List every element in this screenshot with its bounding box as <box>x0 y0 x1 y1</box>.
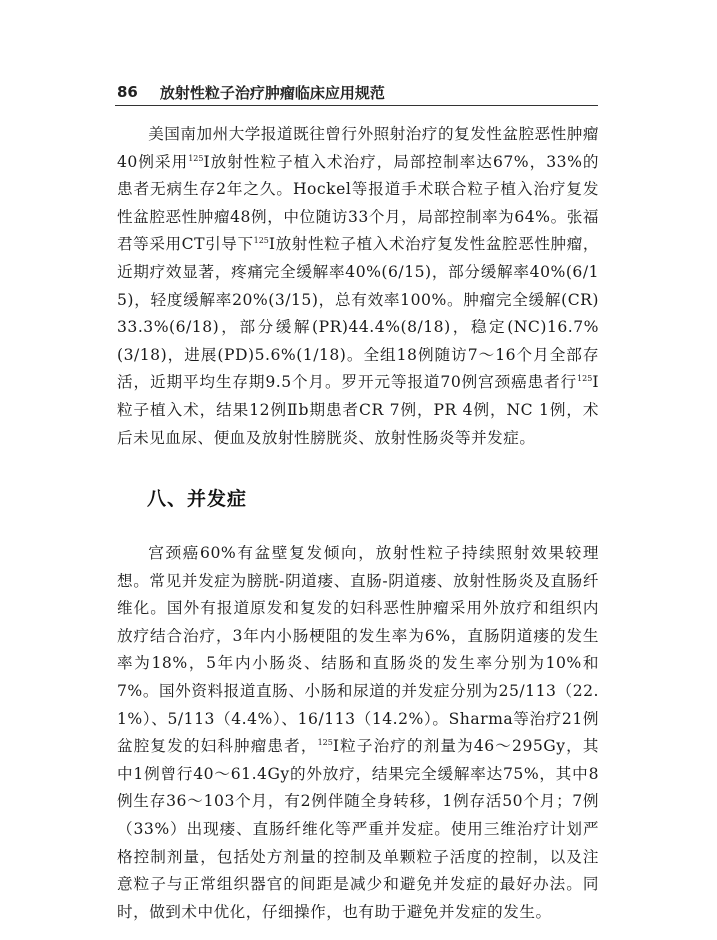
paragraph-2 <box>117 540 599 926</box>
isotope-superscript: 125 <box>188 153 204 163</box>
isotope-superscript: 125 <box>253 236 269 246</box>
p1-run-2: I放射性粒子植入术治疗复发性盆腔恶性肿瘤，近期疗效显著，疼痛完全缓解率40%(6/15)，部分缓解率40%(6/15)，轻度缓解率20%(3/15)，总有效率100%。肿瘤完全缓解(CR)33.3%(6/18)，部分缓解(PR)44.4%(8/18)，稳定(NC)16.7%(3/18)，进展(PD)5.6%(1/18)。全组18例随访7～16个月全部存活，近期平均生存期9.5个月。罗开元等报道70例宫颈癌患者行 <box>117 235 599 392</box>
header-rule <box>115 105 598 106</box>
p2-run-0: 宫颈癌60%有盆壁复发倾向，放射性粒子持续照射效果较理想。常见并发症为膀胱-阴道瘘、直肠-阴道瘘、放射性肠炎及直肠纤维化。国外有报道原发和复发的妇科恶性肿瘤采用外放疗和组织内放疗结合治疗，3年内小肠梗阻的发生率为6%，直肠阴道瘘的发生率为18%，5年内小肠炎、结肠和直肠炎的发生率分别为10%和7%。国外资料报道直肠、小肠和尿道的并发症分别为25/113（22.1%）、5/113（4.4%）、16/113（14.2%）。Sharma等治疗21例盆腔复发的妇科肿瘤患者， <box>117 544 599 756</box>
section-heading: 八、并发症 <box>147 488 248 510</box>
isotope-superscript: 125 <box>317 738 333 748</box>
p2-run-1: I粒子治疗的剂量为46～295Gy，其中1例曾行40～61.4Gy的外放疗，结果完全缓解率达75%，其中8例生存36～103个月，有2例伴随全身转移，1例存活50个月；7例（33%）出现瘘、直肠纤维化等严重并发症。使用三维治疗计划严格控制剂量，包括处方剂量的控制及单颗粒子活度的控制，以及注意粒子与正常组织器官的间距是减少和避免并发症的最好办法。同时，做到术中优化，仔细操作，也有助于避免并发症的发生。 <box>117 737 599 921</box>
isotope-superscript: 125 <box>577 374 593 384</box>
paragraph-2-container <box>117 540 599 926</box>
paragraph-1 <box>117 121 599 452</box>
paragraph-1-container <box>117 121 599 452</box>
page-number: 86 <box>117 83 138 101</box>
p1-run-1: I放射性粒子植入术治疗，局部控制率达67%，33%的患者无病生存2年之久。Hockel等报道手术联合粒子植入治疗复发性盆腔恶性肿瘤48例，中位随访33个月，局部控制率为64%。张福君等采用CT引导下 <box>117 152 600 254</box>
page-header <box>117 80 597 104</box>
p1-run-0: 美国南加州大学报道既往曾行外照射治疗的复发性盆腔恶性肿瘤40例采用 <box>117 125 599 171</box>
p1-run-3: I粒子植入术，结果12例Ⅱb期患者CR 7例，PR 4例，NC 1例，术后未见血尿、便血及放射性膀胱炎、放射性肠炎等并发症。 <box>117 373 599 447</box>
running-title: 放射性粒子治疗肿瘤临床应用规范 <box>159 83 385 102</box>
